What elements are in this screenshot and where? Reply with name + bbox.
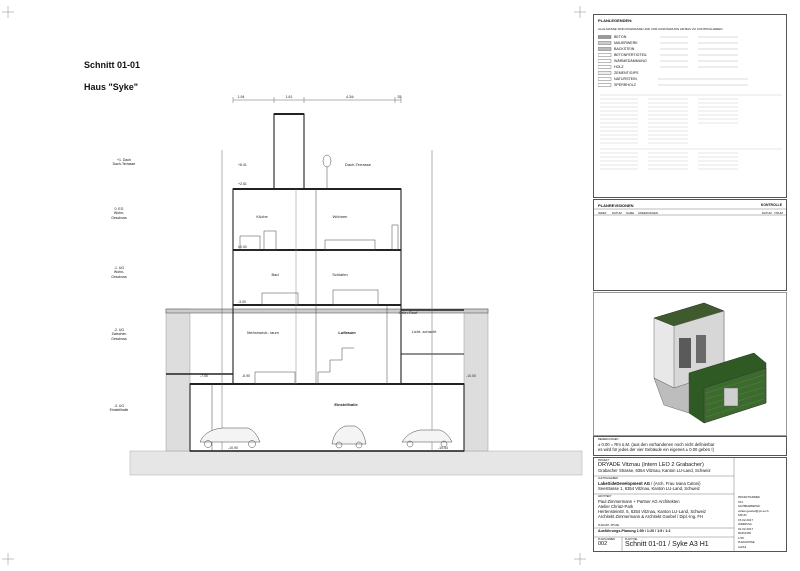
rev-col-visum: VISUM <box>774 211 783 215</box>
room-bad: Bad <box>271 272 279 277</box>
dim-top-2: 1.61 <box>285 95 293 99</box>
rev-col-aenderungen: ÄNDERUNGEN <box>638 211 658 215</box>
level-label-dach: +1. Dach Dach-Terrasse <box>112 158 136 167</box>
legend-item: NATURSTEIN <box>614 77 637 81</box>
tb-side-value: 15.02.2017 <box>738 518 754 522</box>
elev-6: -7.00 <box>200 374 208 378</box>
tb-side-label: PROJEKTNUMMER <box>738 496 760 499</box>
rev-col-datum: DATUM <box>612 211 622 215</box>
tb-side-value: 01.02.2017 <box>738 527 754 531</box>
tb-side-label: DATUM <box>738 514 747 517</box>
elev-5: -6.90 <box>242 374 250 378</box>
tb-arch-1: Paul Zimmermann + Partner AG Architekten <box>598 499 680 504</box>
drawing-subtitle: Haus "Syke" <box>84 82 139 92</box>
dim-top-4: .35 <box>396 95 402 99</box>
tb-side-value: 072 <box>738 500 744 504</box>
elev-7: -10.00 <box>466 374 476 378</box>
tb-phase-label: PLANART / PHASE <box>598 524 620 527</box>
rev-col-index: INDEX <box>598 211 607 215</box>
dim-top-1: 1.94 <box>237 95 245 99</box>
level-label-ug1: -1. UG Wohn- Geschoss <box>111 266 127 279</box>
tb-arch-label: ARCHITEKT <box>598 495 612 498</box>
rev-col-name: NAME <box>626 211 635 215</box>
notes-line-1: ± 0.00 = Rm ü.M. (aus den vorhandenen noch nicht definierbar <box>598 442 715 447</box>
dim-top-3: 4.34² <box>346 95 354 99</box>
level-label-eg: 0. EG Wohn- Geschoss <box>111 207 127 220</box>
room-einstellhalle: Einstellhalle <box>334 402 358 407</box>
elev-1: +6.41 <box>238 163 247 167</box>
tb-plantitle: Schnitt 01-01 / Syke A3 H1 <box>625 541 709 548</box>
tb-side-label: ÄNDERUNG <box>738 523 752 526</box>
tb-plannr: 002 <box>598 541 608 547</box>
room-luftraum: Luftraum <box>338 330 356 335</box>
tb-client-1: LakeSideDevelopment AG / (Arch. Frau Ivana Catoni) <box>598 481 701 486</box>
legend-item: BACKSTEIN <box>614 47 635 51</box>
legend-item: SPERRHOLZ <box>614 83 636 87</box>
legend-item: BETON <box>614 35 627 39</box>
tb-arch-3: Hertensteinstr. 5, 6354 Vitznau, Kanton LU-Land, Schweiz <box>598 509 706 514</box>
notes-label: BEMERKUNGEN <box>598 438 619 441</box>
tb-proj-2: Grabacher Strasse, 6354 Vitznau, Kanton LU-Land, Schweiz <box>598 468 711 473</box>
rev-col-datum2: DATUM <box>762 211 772 215</box>
tb-client-2: Seestrasse 1, 6354 Vitznau, Kanton LU-Land, Schweiz <box>598 486 700 491</box>
elev-9: -10.54 <box>438 446 448 450</box>
tb-side-value: volker.goebel@pz-a.ch <box>738 509 769 513</box>
elev-4: -3.00 <box>238 300 246 304</box>
revisions-kontrolle: KONTROLLE <box>760 203 782 207</box>
tb-plantitle-label: PLANTITEL <box>625 538 638 541</box>
revisions-header: PLANREVISIONEN <box>598 203 634 208</box>
tb-side-label: SACHBEARBEITER <box>738 505 760 508</box>
tb-side-value: A4/A3 <box>738 545 747 549</box>
tb-arch-4: Architekt Zimmermann & Architekt Goebel / Dipl.-Ing. FH <box>598 514 703 519</box>
tb-side-value: 1:50 <box>738 536 744 540</box>
tb-phase: Ausführungs-Planung 1:50 / 1:20 / 1:5 / 1:2 <box>598 529 671 533</box>
elev-8: -10.90 <box>228 446 238 450</box>
tb-proj-1: DRYADE Vitznau (intern LEO 2 Grabacher) <box>598 462 704 468</box>
room-kueche: Küche <box>256 214 268 219</box>
elev-2: +2.61 <box>238 182 247 186</box>
room-schlafen: Schlafen <box>332 272 348 277</box>
level-label-ug2: -2. UG Zwischen Geschoss <box>111 328 127 341</box>
legend-item: MAUERWERK <box>614 41 638 45</box>
level-label-ug3: -3. UG Einstellhalle <box>109 404 129 413</box>
tb-side-label: PLANGRÖSSE <box>738 541 755 544</box>
legend-item: ZEMENT/GIPS <box>614 71 639 75</box>
room-lichtschacht: Licht- schacht <box>411 329 437 334</box>
drawing-title: Schnitt 01-01 <box>84 60 141 70</box>
tb-side-label: MASSSTAB <box>738 532 751 535</box>
tb-arch-2: Atelier Chriüz-Park <box>598 504 634 509</box>
room-wohnen: Wohnen <box>332 214 348 219</box>
notes-line-2: es wird für jedes der vier Gebäude ein eigenes ± 0.00 geben !) <box>598 447 714 452</box>
legend-item: HOLZ <box>614 65 624 69</box>
room-gruendach: Grün-Roof <box>398 310 418 315</box>
tb-client-label: AUFTRAGGEBER <box>598 477 618 480</box>
room-dachterrasse: Dach-Terrasse <box>344 162 372 167</box>
legend-header: PLANLEGENDEN: <box>598 18 633 23</box>
legend-note: ALLE MASSE SIND ROHMASSE UND VOR AUSFÜHRUNG AM BAU ZU KONTROLLIEREN <box>598 27 723 31</box>
elev-3: ±0.00 <box>238 245 247 249</box>
tb-proj-label: PROJEKT <box>598 459 610 462</box>
legend-item: BETONFERTIGTEIL <box>614 53 648 57</box>
legend-item: WÄRMEDÄMMUNG <box>614 59 647 63</box>
room-mehrzweckraum: Mehrzweck- raum <box>247 330 279 335</box>
tb-plannr-label: PLANNUMMER <box>598 538 616 541</box>
